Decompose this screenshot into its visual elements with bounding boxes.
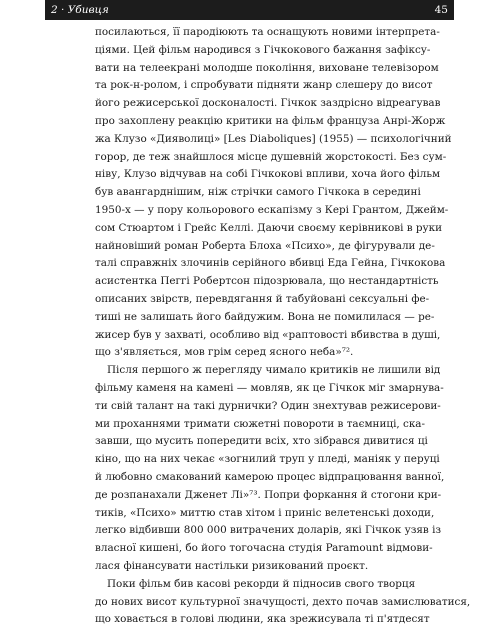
text-line: завши, що мусить попередити всіх, хто зібрався дивитися ці [95, 435, 428, 448]
text-line: жисер був у захваті, особливо від «раптовості вбивства в душі, [95, 328, 441, 341]
paragraph [95, 24, 452, 362]
text-line: лася фінансувати настільки ризикований проєкт. [95, 559, 369, 572]
body-text [95, 24, 471, 629]
paragraph [95, 576, 471, 629]
text-line: був авангарднішим, ніж стрічки самого Гічкока в середині [95, 186, 421, 199]
page-number: 45 [434, 4, 448, 16]
text-line: фільму каменя на камені — мовляв, як це Гічкок міг змарнува- [95, 381, 444, 394]
text-line: його режисерської досконалості. Гічкок заздрісно відреагував [95, 97, 441, 110]
text-line: жа Клузо «Дияволиці» [Les Diaboliques] (1955) — психологічний [95, 132, 452, 145]
text-line: ціями. Цей фільм народився з Гічкокового бажання зафіксу- [95, 43, 431, 56]
text-line: ми проханнями тримати сюжетні повороти в таємниці, ска- [95, 417, 426, 430]
text-line: що з'являється, мов грім серед ясного неба»⁷². [95, 346, 354, 359]
text-line: й любовно смакований камерою процес відпрацювання ванної, [95, 470, 445, 483]
text-line: ти свій талант на такі дурнички? Один знехтував режисерови- [95, 399, 441, 412]
text-line: легко відбивши 800 000 витрачених доларів, які Гічкок узяв із [95, 524, 442, 537]
text-line: описаних звірств, перевдягання й табуйовані сексуальні фе- [95, 292, 430, 305]
text-line: та рок-н-ролом, і спробувати підняти жанр слешеру до висот [95, 79, 433, 92]
text-line: посилаються, її пародіюють та оснащують новими інтерпрета- [95, 26, 440, 38]
text-line: де розпанахали Дженет Лі»⁷³. Попри форкання й стогони кри- [95, 488, 442, 501]
running-head-title: 2 · Убивця [51, 4, 109, 16]
text-line: 1950-х — у пору кольорового ескапізму з Кері Грантом, Джейм- [95, 203, 449, 216]
text-line: до нових висот культурної значущості, дехто почав замислюватися, [95, 595, 471, 608]
paragraph [95, 362, 445, 576]
text-line: асистентка Пеггі Робертсон підозрювала, що нестандартність [95, 275, 439, 288]
text-line: горор, де теж знайшлося місце душевній жорстокості. Без сум- [95, 150, 447, 163]
text-line: тиків, «Психо» миттю став хітом і приніс велетенські доходи, [95, 506, 435, 519]
text-line: про захоплену реакцію критики на фільм француза Анрі-Жорж [95, 114, 446, 127]
text-line: кіно, що на них чекає «зогнилий труп у пледі, маніяк у перуці [95, 453, 440, 466]
text-line: сом Стюартом і Грейс Келлі. Даючи своєму керівникові в руки [95, 221, 443, 234]
text-line: Після першого ж перегляду чимало критиків не лишили від [107, 364, 441, 377]
text-line: найновіший роман Роберта Блоха «Психо», де фігурували де- [95, 239, 435, 252]
text-line: власної кишені, бо його тогочасна студія Paramount відмови- [95, 542, 433, 555]
text-line: талі справжніх злочинів серійного вбивці Еда Гейна, Гічкокова [95, 257, 446, 270]
text-line: Поки фільм бив касові рекорди й підносив свого творця [107, 577, 416, 590]
text-line: тиші не залишать його байдужим. Вона не помилилася — ре- [95, 310, 435, 323]
text-line: вати на телеекрані молодше покоління, виховане телевізором [95, 61, 439, 74]
running-head [45, 0, 454, 20]
text-line: що ховається в голові людини, яка зрежисувала ті п'ятдесят [95, 613, 430, 626]
text-line: ніву, Клузо відчував на собі Гічкокові впливи, хоча його фільм [95, 168, 441, 181]
